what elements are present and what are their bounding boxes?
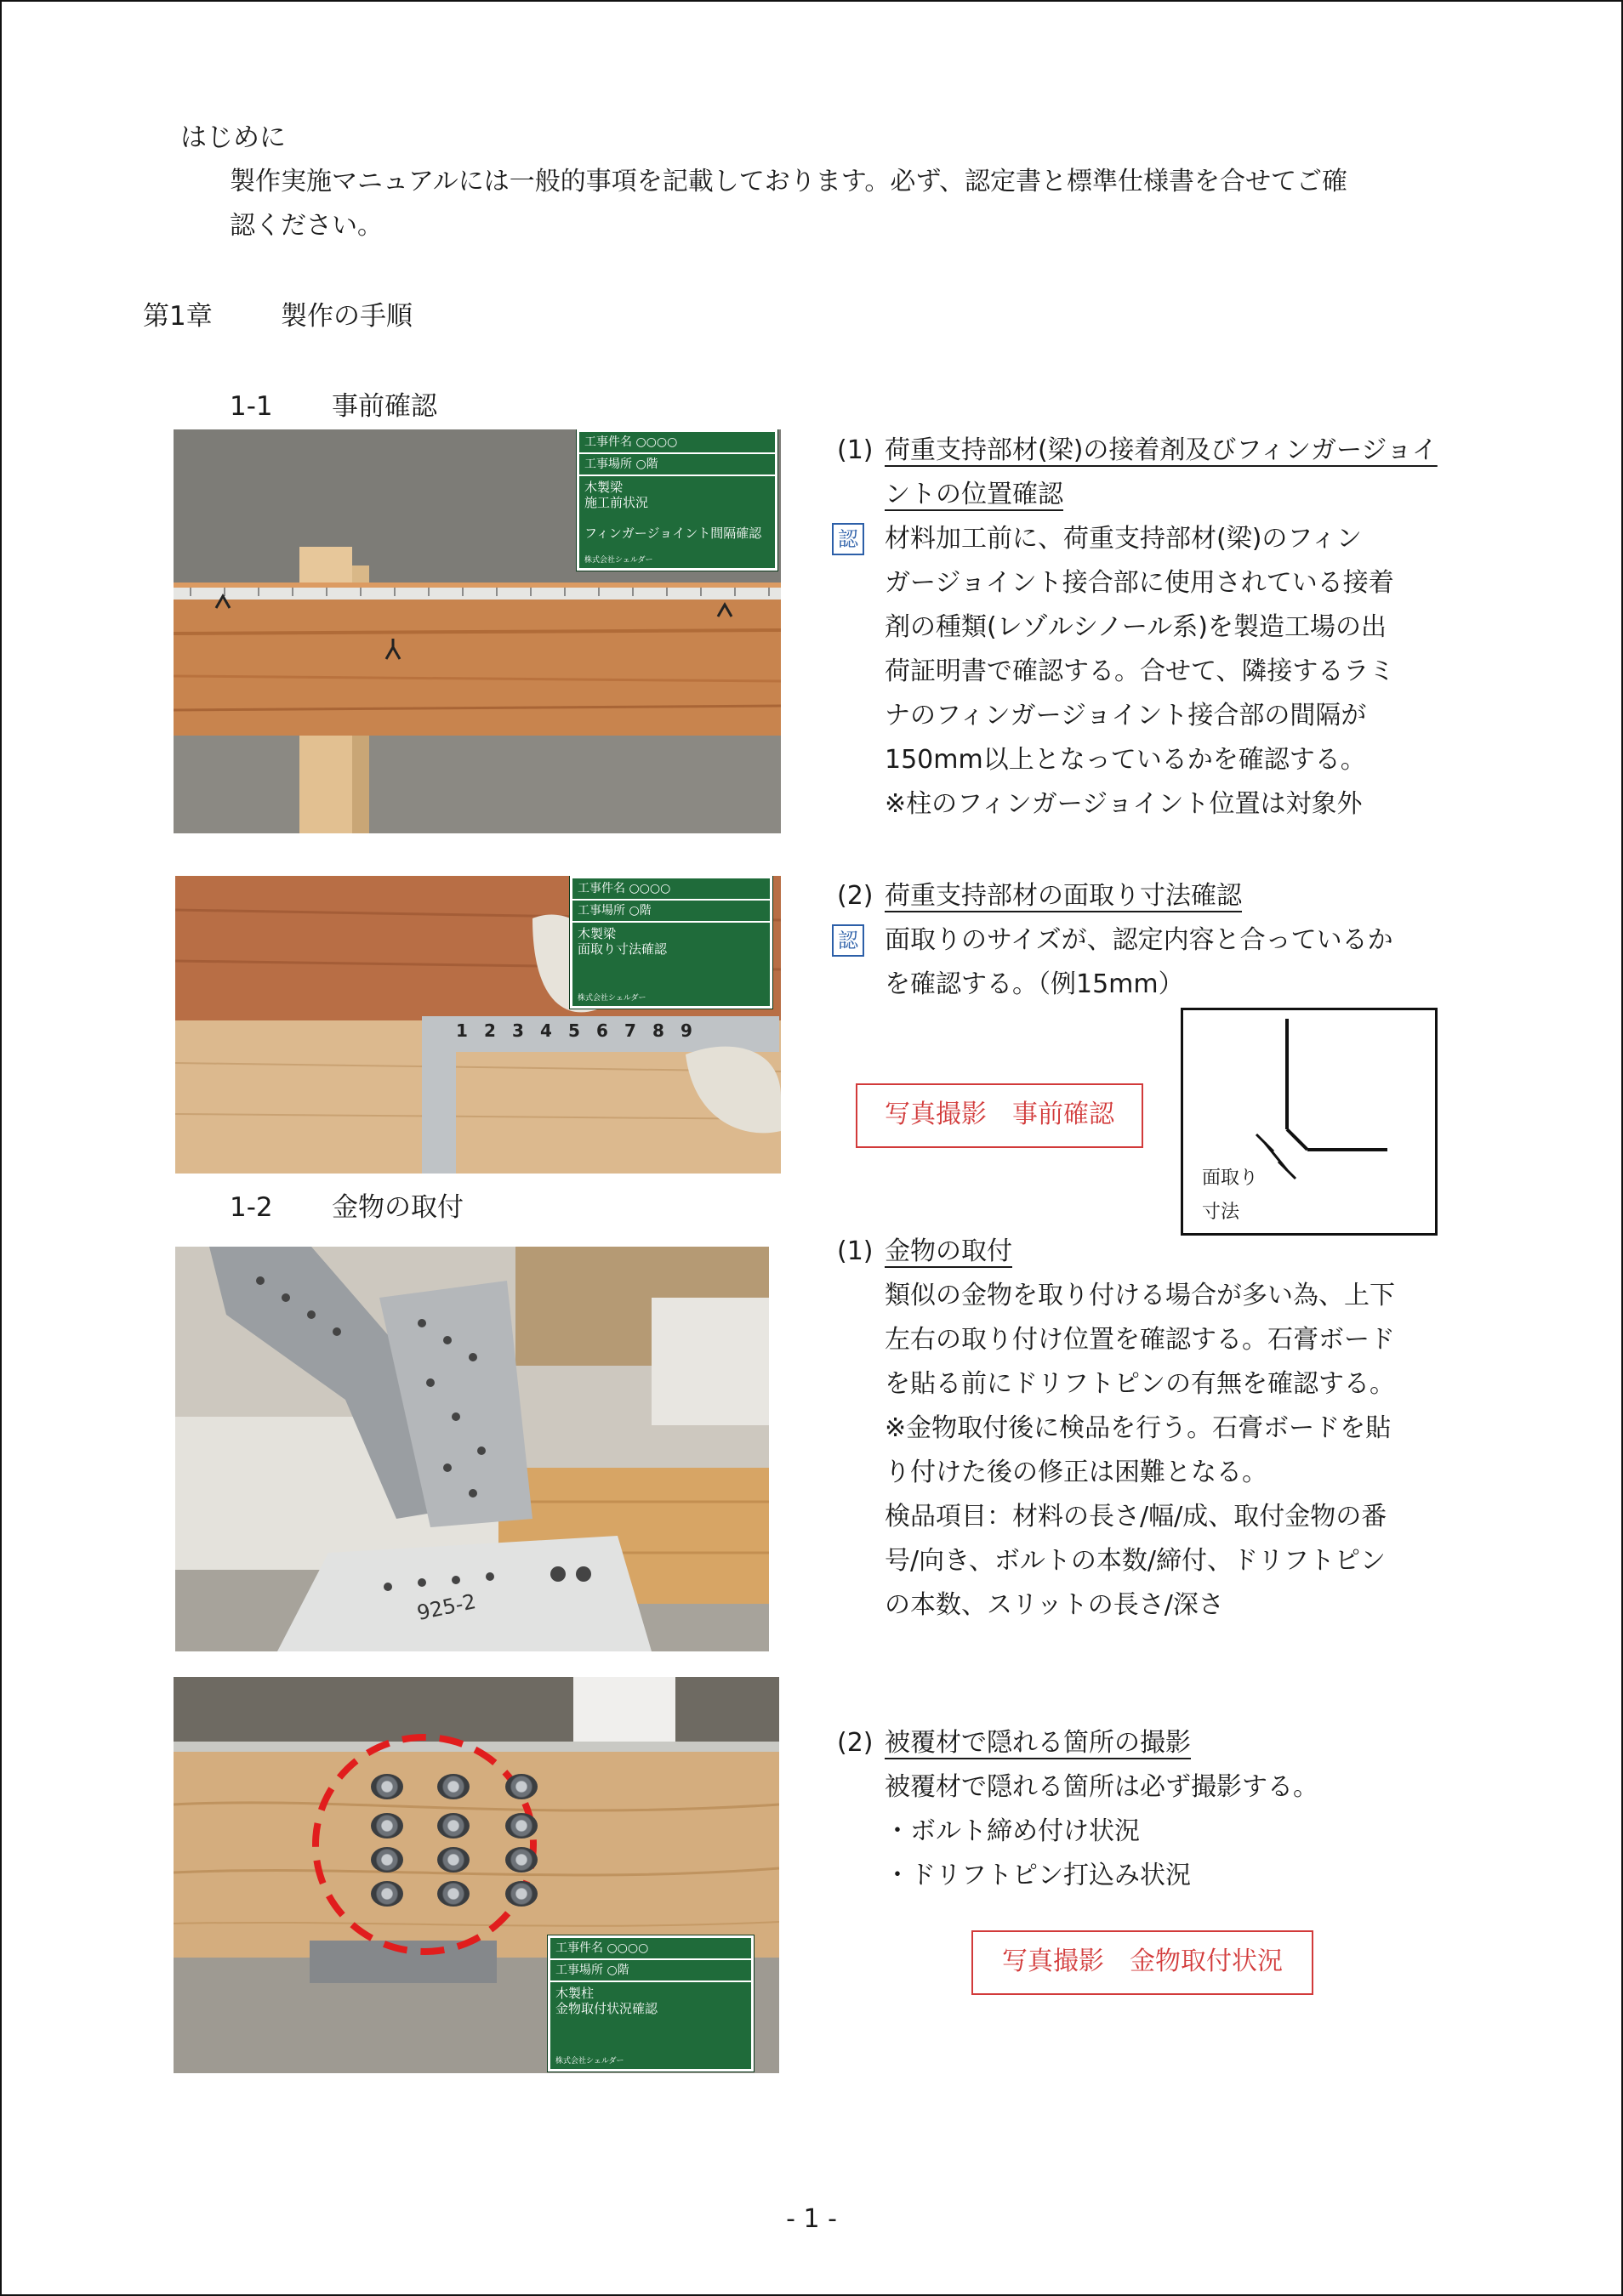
item-1-1-2-number: (2) [837,881,874,911]
nintei-mark-2-label: 認 [832,924,864,957]
item-1-1-2-body-2: を確認する。（例15mm） [885,969,1184,999]
item-1-1-1-body-4: 荷証明書で確認する。合せて、隣接するラミ [885,656,1395,686]
item-1-1-2-title: 荷重支持部材の面取り寸法確認 [885,881,1242,911]
ruler-number-row [456,1020,762,1041]
ruler-num-7: 7 [624,1020,636,1041]
item-1-2-1-number: (1) [837,1236,874,1266]
item-1-2-1-body-2: 左右の取り付け位置を確認する。石膏ボード [885,1325,1395,1355]
bolt-7 [371,1847,403,1873]
item-1-2-1-body-8: の本数、スリットの長さ/深さ [885,1590,1224,1620]
ruler-num-2: 2 [484,1020,496,1041]
item-1-1-1-body-6: 150mm以上となっているかを確認する。 [885,745,1366,775]
item-1-2-1-body-4: ※金物取付後に検品を行う。石膏ボードを貼 [885,1413,1392,1443]
bolt-4 [371,1813,403,1839]
board-row-project: 工事件名 ○○○○ [550,1938,751,1960]
photo-blackboard-2 [570,876,772,1009]
intro-line-1: 製作実施マニュアルには一般的事項を記載しております。必ず、認定書と標準仕様書を合せてご確 [230,167,1347,196]
item-1-2-1-body-5: り付けた後の修正は困難となる。 [885,1458,1267,1487]
intro-line-2: 認ください。 [230,211,383,241]
section-1-2-number: 1-2 [230,1192,273,1223]
item-1-1-1-body-5: ナのフィンガージョイント接合部の間隔が [885,701,1367,730]
item-1-1-2-body-1: 面取りのサイズが、認定内容と合っているか [885,925,1393,955]
diagram-label-line-2: 寸法 [1202,1202,1240,1223]
ruler-num-1: 1 [456,1020,468,1041]
section-1-2-title: 金物の取付 [332,1192,464,1223]
bolt-5 [437,1813,470,1839]
item-1-2-1-body-3: を貼る前にドリフトピンの有無を確認する。 [885,1369,1395,1399]
item-1-1-1-title-line-1: 荷重支持部材(梁)の接着剤及びフィンガージョイ [885,435,1438,465]
board-row-location: 工事場所 ○階 [550,1960,751,1982]
intro-heading: はじめに [180,122,286,153]
bolt-12 [505,1881,538,1907]
plate-number-mark: 925-2 [414,1589,478,1625]
chamfer-diagram [1181,1008,1438,1236]
board-row-location: 工事場所 ○階 [572,901,770,923]
chapter-number: 第1章 [143,301,213,332]
item-1-2-1-body-7: 号/向き、ボルトの本数/締付、ドリフトピン [885,1546,1387,1576]
page-number: - 1 - [786,2204,837,2234]
board-body: 木製柱 金物取付状況確認 [555,1986,658,2016]
bolt-10 [371,1881,403,1907]
item-1-2-2-body-3: ・ドリフトピン打込み状況 [885,1861,1191,1890]
nintei-mark-1 [832,523,864,555]
item-1-1-1-number: (1) [837,435,874,465]
photo-fingerjoint-check [174,429,781,833]
section-1-1-title: 事前確認 [332,391,437,422]
nintei-mark-2 [832,924,864,957]
board-footer: 株式会社シェルダー [578,994,646,1003]
bolt-9 [505,1847,538,1873]
board-body: 木製梁 施工前状況 フィンガージョイント間隔確認 [584,480,762,541]
item-1-1-1-body-1: 材料加工前に、荷重支持部材(梁)のフィン [885,524,1363,554]
board-body: 木製梁 面取り寸法確認 [578,926,668,957]
section-1-1-number: 1-1 [230,391,273,422]
photo-metal-plate-install [175,1247,769,1651]
ruler-num-6: 6 [596,1020,608,1041]
chapter-title: 製作の手順 [281,301,413,332]
item-1-2-1-body-6: 検品項目：材料の長さ/幅/成、取付金物の番 [885,1502,1387,1532]
bolt-1 [371,1774,403,1799]
bolt-3 [505,1774,538,1799]
photo-bolt-fastening [174,1677,779,2073]
diagram-label-line-1: 面取り [1202,1168,1259,1189]
chamfer-diagram-label [1202,1162,1258,1230]
board-row-project: 工事件名 ○○○○ [579,432,775,454]
item-1-1-1-body-3: 剤の種類(レゾルシノール系)を製造工場の出 [885,612,1387,642]
item-1-2-2-title: 被覆材で隠れる箇所の撮影 [885,1728,1191,1758]
item-1-1-1-title-line-2: ントの位置確認 [885,480,1063,509]
item-1-2-2-body-2: ・ボルト締め付け状況 [885,1816,1140,1846]
photo-blackboard-4 [548,1935,754,2072]
item-1-1-1-body-2: ガージョイント接合部に使用されている接着 [885,568,1394,598]
item-1-2-2-body-1: 被覆材で隠れる箇所は必ず撮影する。 [885,1772,1318,1802]
item-1-2-2-number: (2) [837,1728,874,1758]
item-1-1-1-body-7: ※柱のフィンガージョイント位置は対象外 [885,789,1363,819]
board-footer: 株式会社シェルダー [555,2057,624,2066]
photo-label-hardware: 写真撮影 金物取付状況 [971,1930,1313,1995]
item-1-2-1-title: 金物の取付 [885,1236,1012,1266]
board-row-project: 工事件名 ○○○○ [572,878,770,901]
bolt-6 [505,1813,538,1839]
ruler-num-4: 4 [540,1020,552,1041]
ruler-num-3: 3 [512,1020,524,1041]
item-1-2-1-body-1: 類似の金物を取り付ける場合が多い為、上下 [885,1281,1395,1310]
bolt-8 [437,1847,470,1873]
photo-label-precheck: 写真撮影 事前確認 [856,1083,1143,1148]
bolt-11 [437,1881,470,1907]
nintei-mark-1-label: 認 [832,523,864,555]
ruler-num-8: 8 [652,1020,664,1041]
board-footer: 株式会社シェルダー [584,556,653,565]
ruler-num-5: 5 [568,1020,580,1041]
board-row-location: 工事場所 ○階 [579,454,775,476]
photo-blackboard-1 [577,429,777,571]
photo-chamfer-check [175,876,781,1174]
bolt-2 [437,1774,470,1799]
ruler-num-9: 9 [681,1020,692,1041]
